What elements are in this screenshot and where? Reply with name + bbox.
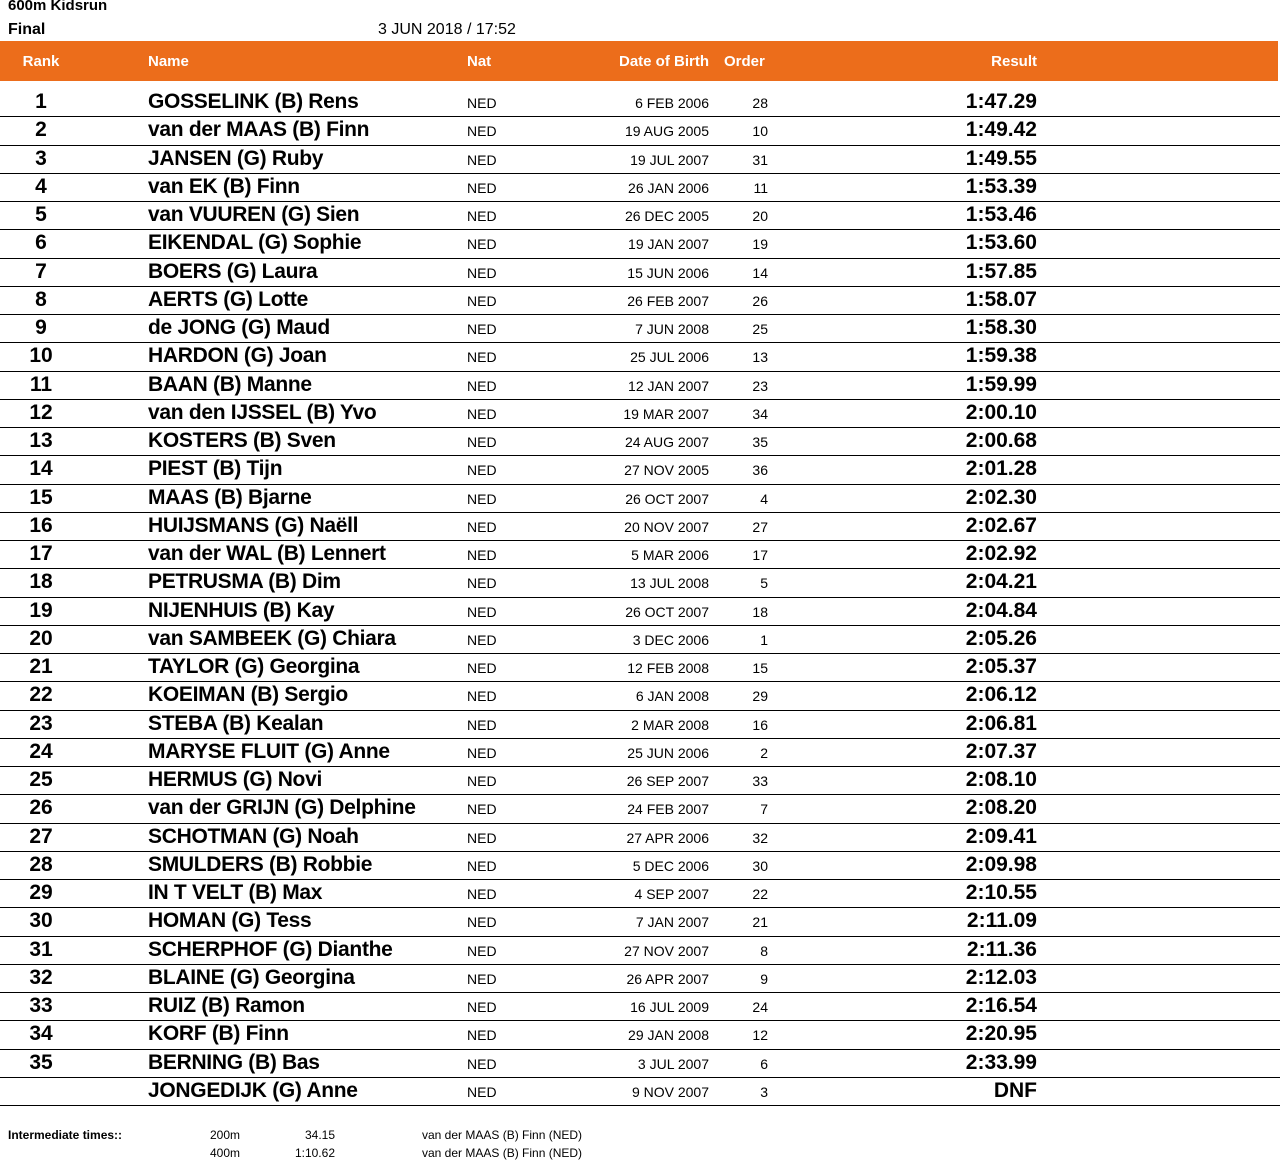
rank-cell: 18 <box>29 570 53 594</box>
athlete-name-cell: HERMUS (G) Novi <box>148 768 323 791</box>
order-cell: 13 <box>752 349 768 366</box>
athlete-name-cell: BERNING (B) Bas <box>148 1050 320 1074</box>
nationality-cell: NED <box>467 631 497 648</box>
date-of-birth-cell: 24 FEB 2007 <box>627 801 709 818</box>
athlete-name-cell: KOEIMAN (B) Sergio <box>148 683 348 707</box>
nationality-cell: NED <box>467 1083 497 1100</box>
order-cell: 8 <box>760 942 768 959</box>
order-cell: 28 <box>752 95 768 111</box>
nationality-cell: NED <box>467 236 497 253</box>
rank-cell: 11 <box>29 372 53 396</box>
athlete-name-cell: HOMAN (G) Tess <box>148 909 312 933</box>
date-of-birth-cell: 12 FEB 2008 <box>627 660 709 676</box>
nationality-cell: NED <box>467 857 497 874</box>
results-table-body <box>0 89 1280 1106</box>
order-cell: 14 <box>752 264 768 281</box>
table-row <box>0 541 1280 569</box>
date-of-birth-cell: 15 JUN 2006 <box>627 264 709 281</box>
result-cell: 2:12.03 <box>965 965 1037 989</box>
athlete-name-cell: SMULDERS (B) Robbie <box>148 852 373 876</box>
table-row <box>0 795 1280 823</box>
order-cell: 12 <box>752 1027 768 1044</box>
order-cell: 36 <box>752 462 768 479</box>
table-row <box>0 400 1280 428</box>
date-of-birth-cell: 3 DEC 2006 <box>632 631 709 648</box>
rank-cell: 35 <box>29 1050 53 1074</box>
nationality-cell: NED <box>467 377 497 394</box>
athlete-name-cell: KORF (B) Finn <box>148 1022 289 1046</box>
result-cell: 2:00.68 <box>965 429 1037 452</box>
result-cell: 2:11.36 <box>966 937 1037 961</box>
date-of-birth-cell: 25 JUL 2006 <box>630 349 709 366</box>
result-cell: 1:58.30 <box>965 316 1037 339</box>
nationality-cell: NED <box>467 264 497 281</box>
table-row <box>0 965 1280 993</box>
table-row <box>0 598 1280 626</box>
intermediate-split-row <box>0 1128 1280 1146</box>
order-cell: 25 <box>752 321 768 337</box>
table-row <box>0 428 1280 456</box>
rank-cell: 32 <box>29 965 53 989</box>
table-row <box>0 117 1280 145</box>
result-cell: 1:59.99 <box>965 372 1037 396</box>
order-cell: 34 <box>752 405 768 422</box>
rank-cell: 5 <box>35 203 47 226</box>
nationality-cell: NED <box>467 914 497 931</box>
table-row <box>0 880 1280 908</box>
table-row <box>0 1021 1280 1049</box>
order-cell: 33 <box>752 773 768 789</box>
athlete-name-cell: EIKENDAL (G) Sophie <box>148 231 362 255</box>
nationality-cell: NED <box>467 660 497 676</box>
athlete-name-cell: JANSEN (G) Ruby <box>148 146 324 170</box>
date-of-birth-cell: 4 SEP 2007 <box>634 886 709 902</box>
result-cell: 2:06.81 <box>965 711 1037 735</box>
date-of-birth-cell: 19 MAR 2007 <box>623 405 709 422</box>
intermediate-split-row <box>0 1146 1280 1164</box>
result-cell: 2:09.41 <box>965 824 1037 848</box>
nationality-cell: NED <box>467 886 497 902</box>
athlete-name-cell: AERTS (G) Lotte <box>148 287 308 311</box>
rank-cell: 1 <box>35 90 47 113</box>
athlete-name-cell: HARDON (G) Joan <box>148 344 327 368</box>
result-cell: 2:11.09 <box>966 909 1037 933</box>
date-of-birth-cell: 26 DEC 2005 <box>624 208 709 224</box>
rank-cell: 3 <box>35 146 47 170</box>
table-row <box>0 287 1280 315</box>
athlete-name-cell: van EK (B) Finn <box>148 174 300 198</box>
split-distance: 200m <box>210 1128 241 1142</box>
date-of-birth-cell: 6 JAN 2008 <box>635 688 709 705</box>
date-of-birth-cell: 3 JUL 2007 <box>637 1055 709 1072</box>
athlete-name-cell: NIJENHUIS (B) Kay <box>148 598 335 622</box>
result-cell: 1:49.42 <box>965 118 1037 142</box>
order-cell: 11 <box>753 179 768 196</box>
rank-cell: 30 <box>29 909 53 933</box>
date-of-birth-cell: 25 JUN 2006 <box>627 744 709 761</box>
order-cell: 32 <box>752 829 768 846</box>
result-cell: 1:53.46 <box>965 203 1037 226</box>
table-row <box>0 852 1280 880</box>
table-row <box>0 654 1280 682</box>
rank-cell: 17 <box>29 542 53 565</box>
nationality-cell: NED <box>467 490 497 507</box>
order-cell: 31 <box>752 151 768 168</box>
order-cell: 26 <box>752 292 768 309</box>
order-cell: 22 <box>752 886 768 902</box>
date-of-birth-cell: 16 JUL 2009 <box>630 999 709 1015</box>
athlete-name-cell: GOSSELINK (B) Rens <box>148 90 359 113</box>
rank-cell: 8 <box>35 287 47 311</box>
order-cell: 2 <box>760 744 768 761</box>
result-cell: 2:08.10 <box>965 768 1037 791</box>
table-row <box>0 993 1280 1021</box>
table-row <box>0 626 1280 654</box>
date-of-birth-cell: 2 MAR 2008 <box>631 716 709 733</box>
column-header-nat: Nat <box>467 53 492 70</box>
nationality-cell: NED <box>467 716 497 733</box>
table-row <box>0 89 1280 117</box>
nationality-cell: NED <box>467 547 497 563</box>
intermediate-times-label: Intermediate times:: <box>8 1128 123 1142</box>
athlete-name-cell: MARYSE FLUIT (G) Anne <box>148 739 390 763</box>
athlete-name-cell: PETRUSMA (B) Dim <box>148 570 341 594</box>
result-cell: 2:20.95 <box>965 1022 1037 1046</box>
rank-cell: 21 <box>29 655 53 678</box>
split-leader: van der MAAS (B) Finn (NED) <box>422 1146 583 1160</box>
nationality-cell: NED <box>467 95 497 111</box>
result-cell: 2:16.54 <box>965 994 1037 1017</box>
athlete-name-cell: van der MAAS (B) Finn <box>148 118 370 142</box>
date-of-birth-cell: 27 NOV 2007 <box>624 942 709 959</box>
table-row <box>0 343 1280 371</box>
nationality-cell: NED <box>467 179 497 196</box>
order-cell: 35 <box>752 434 768 450</box>
nationality-cell: NED <box>467 575 497 592</box>
athlete-name-cell: STEBA (B) Kealan <box>148 711 324 735</box>
event-datetime: 3 JUN 2018 / 17:52 <box>378 21 516 38</box>
date-of-birth-cell: 20 NOV 2007 <box>624 518 709 535</box>
athlete-name-cell: BAAN (B) Manne <box>148 372 312 396</box>
table-row <box>0 259 1280 287</box>
date-of-birth-cell: 26 SEP 2007 <box>626 773 709 789</box>
table-row <box>0 937 1280 965</box>
date-of-birth-cell: 5 MAR 2006 <box>631 547 709 563</box>
table-row <box>0 908 1280 936</box>
order-cell: 9 <box>760 970 768 987</box>
nationality-cell: NED <box>467 349 497 366</box>
table-row <box>0 824 1280 852</box>
order-cell: 30 <box>752 857 768 874</box>
athlete-name-cell: RUIZ (B) Ramon <box>148 994 305 1017</box>
athlete-name-cell: de JONG (G) Maud <box>148 316 330 339</box>
date-of-birth-cell: 6 FEB 2006 <box>635 95 709 111</box>
result-cell: 2:06.12 <box>965 683 1037 707</box>
order-cell: 10 <box>752 123 768 140</box>
rank-cell: 12 <box>29 400 53 424</box>
nationality-cell: NED <box>467 518 497 535</box>
rank-cell: 13 <box>29 429 53 452</box>
rank-cell: 23 <box>29 711 53 735</box>
result-cell: 1:53.39 <box>965 174 1037 198</box>
athlete-name-cell: MAAS (B) Bjarne <box>148 485 312 509</box>
table-row <box>0 485 1280 513</box>
column-header-order: Order <box>724 53 765 70</box>
nationality-cell: NED <box>467 773 497 789</box>
nationality-cell: NED <box>467 801 497 818</box>
result-cell: 2:04.84 <box>965 598 1037 622</box>
split-time: 34.15 <box>304 1128 335 1142</box>
order-cell: 19 <box>752 236 768 253</box>
result-cell: DNF <box>993 1078 1037 1102</box>
table-row <box>0 711 1280 739</box>
nationality-cell: NED <box>467 405 497 422</box>
order-cell: 24 <box>752 999 768 1015</box>
result-cell: 2:02.67 <box>965 513 1037 537</box>
date-of-birth-cell: 29 JAN 2008 <box>628 1027 709 1044</box>
rank-cell: 27 <box>29 824 53 848</box>
order-cell: 5 <box>760 575 768 592</box>
table-row <box>0 682 1280 710</box>
nationality-cell: NED <box>467 603 497 620</box>
date-of-birth-cell: 26 JAN 2006 <box>628 179 709 196</box>
rank-cell: 14 <box>29 457 53 481</box>
order-cell: 23 <box>752 377 768 394</box>
result-cell: 1:59.38 <box>965 344 1037 368</box>
date-of-birth-cell: 7 JUN 2008 <box>635 321 709 337</box>
date-of-birth-cell: 9 NOV 2007 <box>631 1083 709 1100</box>
athlete-name-cell: SCHERPHOF (G) Dianthe <box>148 937 393 961</box>
result-cell: 1:53.60 <box>965 231 1037 255</box>
table-row <box>0 456 1280 484</box>
rank-cell: 29 <box>29 881 53 904</box>
nationality-cell: NED <box>467 321 497 337</box>
table-row <box>0 315 1280 343</box>
rank-cell: 19 <box>29 598 53 622</box>
order-cell: 3 <box>760 1083 768 1100</box>
date-of-birth-cell: 19 AUG 2005 <box>624 123 709 140</box>
date-of-birth-cell: 26 APR 2007 <box>626 970 709 987</box>
table-row <box>0 513 1280 541</box>
athlete-name-cell: IN T VELT (B) Max <box>148 881 323 904</box>
rank-cell: 34 <box>29 1022 53 1046</box>
round-label: Final <box>8 21 46 38</box>
nationality-cell: NED <box>467 970 497 987</box>
date-of-birth-cell: 13 JUL 2008 <box>630 575 709 592</box>
order-cell: 7 <box>760 801 768 818</box>
result-cell: 2:05.37 <box>965 655 1037 678</box>
date-of-birth-cell: 27 NOV 2005 <box>624 462 709 479</box>
nationality-cell: NED <box>467 292 497 309</box>
athlete-name-cell: van den IJSSEL (B) Yvo <box>148 400 377 424</box>
result-cell: 2:02.30 <box>965 485 1037 509</box>
rank-cell: 9 <box>35 316 47 339</box>
order-cell: 29 <box>752 688 768 705</box>
date-of-birth-cell: 26 FEB 2007 <box>627 292 709 309</box>
table-row <box>0 1078 1280 1106</box>
order-cell: 18 <box>752 603 768 620</box>
table-row <box>0 569 1280 597</box>
rank-cell: 10 <box>29 344 53 368</box>
order-cell: 6 <box>760 1055 768 1072</box>
nationality-cell: NED <box>467 942 497 959</box>
nationality-cell: NED <box>467 208 497 224</box>
order-cell: 27 <box>752 518 768 535</box>
table-row <box>0 174 1280 202</box>
date-of-birth-cell: 26 OCT 2007 <box>625 603 709 620</box>
event-title: 600m Kidsrun <box>8 0 108 14</box>
date-of-birth-cell: 26 OCT 2007 <box>625 490 709 507</box>
athlete-name-cell: JONGEDIJK (G) Anne <box>148 1078 358 1102</box>
athlete-name-cell: HUIJSMANS (G) Naëll <box>148 513 359 537</box>
date-of-birth-cell: 19 JAN 2007 <box>628 236 709 253</box>
order-cell: 4 <box>760 490 768 507</box>
result-cell: 2:01.28 <box>965 457 1037 481</box>
date-of-birth-cell: 19 JUL 2007 <box>630 151 709 168</box>
rank-cell: 2 <box>35 118 47 142</box>
result-cell: 2:09.98 <box>965 852 1037 876</box>
nationality-cell: NED <box>467 1027 497 1044</box>
nationality-cell: NED <box>467 434 497 450</box>
order-cell: 20 <box>752 208 768 224</box>
table-row <box>0 739 1280 767</box>
athlete-name-cell: BOERS (G) Laura <box>148 259 318 283</box>
result-cell: 1:58.07 <box>965 287 1037 311</box>
result-cell: 2:02.92 <box>965 542 1037 565</box>
date-of-birth-cell: 7 JAN 2007 <box>635 914 709 931</box>
order-cell: 15 <box>752 660 768 676</box>
split-distance: 400m <box>210 1146 241 1160</box>
column-header-name: Name <box>148 53 189 70</box>
rank-cell: 6 <box>35 231 47 255</box>
athlete-name-cell: van der WAL (B) Lennert <box>148 542 386 565</box>
nationality-cell: NED <box>467 462 497 479</box>
result-cell: 2:08.20 <box>965 796 1037 820</box>
date-of-birth-cell: 12 JAN 2007 <box>628 377 709 394</box>
rank-cell: 16 <box>29 513 53 537</box>
rank-cell: 26 <box>29 796 53 820</box>
date-of-birth-cell: 5 DEC 2006 <box>632 857 709 874</box>
date-of-birth-cell: 24 AUG 2007 <box>624 434 709 450</box>
column-header-result: Result <box>991 53 1037 70</box>
result-cell: 2:07.37 <box>965 739 1037 763</box>
column-header-dob: Date of Birth <box>619 53 709 70</box>
rank-cell: 28 <box>29 852 53 876</box>
table-row <box>0 146 1280 174</box>
result-cell: 1:49.55 <box>965 146 1037 170</box>
table-row <box>0 202 1280 230</box>
rank-cell: 20 <box>29 626 53 650</box>
results-table-header <box>0 41 1278 81</box>
result-cell: 1:47.29 <box>965 90 1037 113</box>
column-header-rank: Rank <box>22 53 60 70</box>
nationality-cell: NED <box>467 829 497 846</box>
rank-cell: 4 <box>35 174 47 198</box>
order-cell: 17 <box>752 547 768 563</box>
split-time: 1:10.62 <box>294 1146 335 1160</box>
split-leader: van der MAAS (B) Finn (NED) <box>422 1128 583 1142</box>
rank-cell: 24 <box>29 739 53 763</box>
order-cell: 16 <box>752 716 768 733</box>
nationality-cell: NED <box>467 123 497 140</box>
rank-cell: 33 <box>29 994 53 1017</box>
rank-cell: 25 <box>29 768 53 791</box>
result-cell: 2:05.26 <box>965 626 1037 650</box>
rank-cell: 7 <box>35 259 47 283</box>
athlete-name-cell: PIEST (B) Tijn <box>148 457 283 481</box>
date-of-birth-cell: 27 APR 2006 <box>626 829 709 846</box>
rank-cell: 15 <box>29 485 53 509</box>
athlete-name-cell: TAYLOR (G) Georgina <box>148 655 360 678</box>
table-row <box>0 1050 1280 1078</box>
athlete-name-cell: van der GRIJN (G) Delphine <box>148 796 416 820</box>
athlete-name-cell: van VUUREN (G) Sien <box>148 203 360 226</box>
rank-cell: 31 <box>29 937 53 961</box>
table-row <box>0 230 1280 258</box>
table-row <box>0 372 1280 400</box>
nationality-cell: NED <box>467 1055 497 1072</box>
athlete-name-cell: van SAMBEEK (G) Chiara <box>148 626 396 650</box>
nationality-cell: NED <box>467 999 497 1015</box>
rank-cell: 22 <box>29 683 53 707</box>
nationality-cell: NED <box>467 151 497 168</box>
result-cell: 1:57.85 <box>965 259 1037 283</box>
result-cell: 2:00.10 <box>965 400 1037 424</box>
result-cell: 2:10.55 <box>965 881 1037 904</box>
athlete-name-cell: KOSTERS (B) Sven <box>148 429 336 452</box>
table-row <box>0 767 1280 795</box>
result-cell: 2:33.99 <box>965 1050 1037 1074</box>
athlete-name-cell: SCHOTMAN (G) Noah <box>148 824 359 848</box>
order-cell: 1 <box>760 631 768 648</box>
nationality-cell: NED <box>467 688 497 705</box>
order-cell: 21 <box>752 914 768 931</box>
result-cell: 2:04.21 <box>965 570 1037 594</box>
athlete-name-cell: BLAINE (G) Georgina <box>148 965 355 989</box>
nationality-cell: NED <box>467 744 497 761</box>
